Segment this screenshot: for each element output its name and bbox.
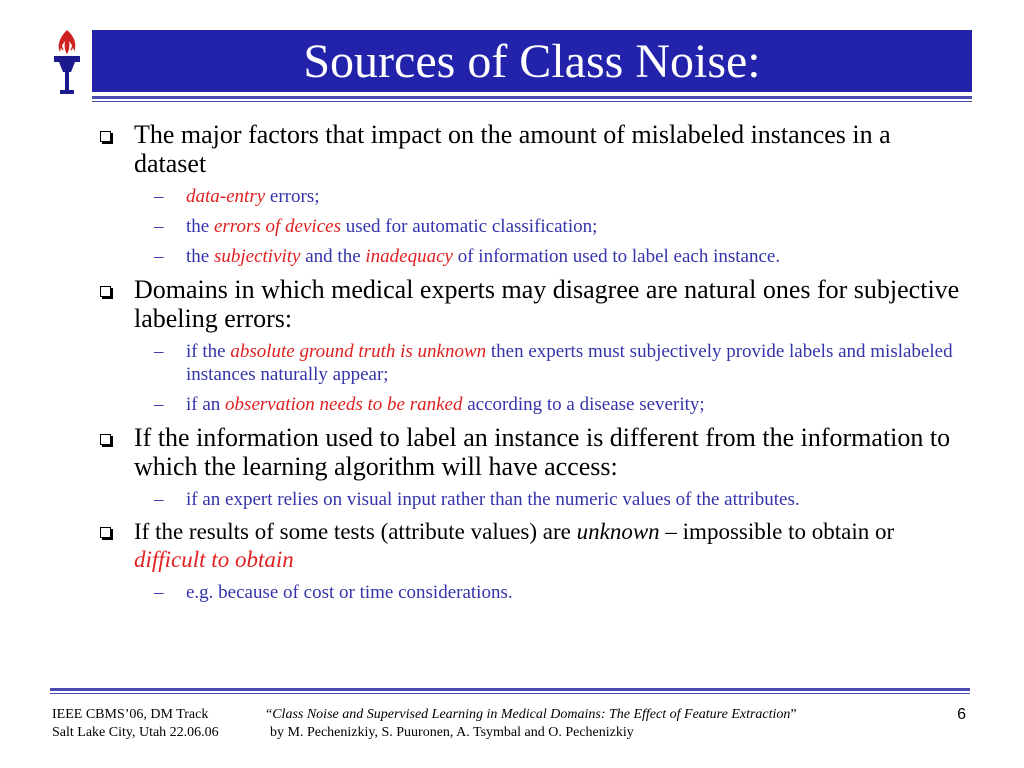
dash-bullet-icon: – [154, 394, 164, 415]
dash-bullet-icon: – [154, 489, 164, 510]
square-bullet-icon [100, 131, 111, 142]
sub-bullet-item: – the subjectivity and the inadequacy of information used to label each instance. [154, 246, 781, 267]
paper-authors: by M. Pechenizkiy, S. Puuronen, A. Tsymbal and O. Pechenizkiy [270, 725, 634, 740]
square-bullet-icon [100, 527, 111, 538]
bullet-item [96, 423, 966, 481]
sub-bullet-item: – if an observation needs to be ranked according to a disease severity; [154, 394, 705, 415]
title-rule-thick [92, 96, 972, 99]
emphasis-text: inadequacy [365, 246, 453, 267]
emphasis-text: difficult to obtain [134, 547, 294, 572]
dash-bullet-icon: – [154, 246, 164, 267]
slide-title: Sources of Class Noise: [303, 34, 761, 88]
emphasis-text: observation needs to be ranked [225, 394, 463, 415]
emphasis-text: unknown [576, 519, 660, 544]
page-number: 6 [957, 706, 966, 723]
emphasis-text: errors of devices [213, 216, 341, 237]
footer-rule-thick [50, 688, 970, 691]
dash-bullet-icon: – [154, 216, 164, 237]
sub-bullet-item: – data-entry errors; [154, 186, 320, 207]
paper-title: Class Noise and Supervised Learning in Medical Domains: The Effect of Feature Extraction [272, 707, 791, 722]
sub-bullet-item: – if the absolute ground truth is unknown then experts must subjectively provide labels and mislabeled instances naturally appear; [154, 341, 953, 385]
bullet-text: The major factors that impact on the amount of mislabeled instances in a dataset [134, 120, 891, 178]
emphasis-text: subjectivity [213, 246, 301, 267]
sub-bullet-item: – if an expert relies on visual input rather than the numeric values of the attributes. [154, 489, 800, 510]
dash-bullet-icon: – [154, 186, 164, 207]
emphasis-text: absolute ground truth is unknown [230, 341, 487, 362]
dash-bullet-icon: – [154, 582, 164, 603]
bullet-item [96, 275, 966, 333]
bullet-text: Domains in which medical experts may disagree are natural ones for subjective labeling errors: [134, 275, 960, 333]
footer-venue: IEEE CBMS’06, DM Track Salt Lake City, Utah 22.06.06 [52, 707, 219, 740]
torch-logo-icon [50, 28, 84, 96]
square-bullet-icon [100, 286, 111, 297]
emphasis-text: data-entry [186, 186, 266, 207]
bullet-item [96, 120, 966, 178]
footer-citation: “Class Noise and Supervised Learning in Medical Domains: The Effect of Feature Extraction” by M. Pechenizkiy, S. Puuronen, A. Tsymbal and O. Pechenizkiy [266, 707, 797, 740]
bullet-text: If the information used to label an instance is different from the information to which the learning algorithm will have access: [134, 423, 951, 481]
slide-content [96, 120, 966, 611]
title-bar [92, 30, 972, 92]
title-rule-thin [92, 101, 972, 102]
square-bullet-icon [100, 434, 111, 445]
dash-bullet-icon: – [154, 341, 164, 362]
sub-bullet-item: – the errors of devices used for automatic classification; [154, 216, 598, 237]
bullet-item: If the results of some tests (attribute values) are unknown – impossible to obtain or difficult to obtain [96, 518, 966, 574]
sub-bullet-item: – e.g. because of cost or time considerations. [154, 582, 513, 603]
footer-rule-thin [50, 693, 970, 694]
